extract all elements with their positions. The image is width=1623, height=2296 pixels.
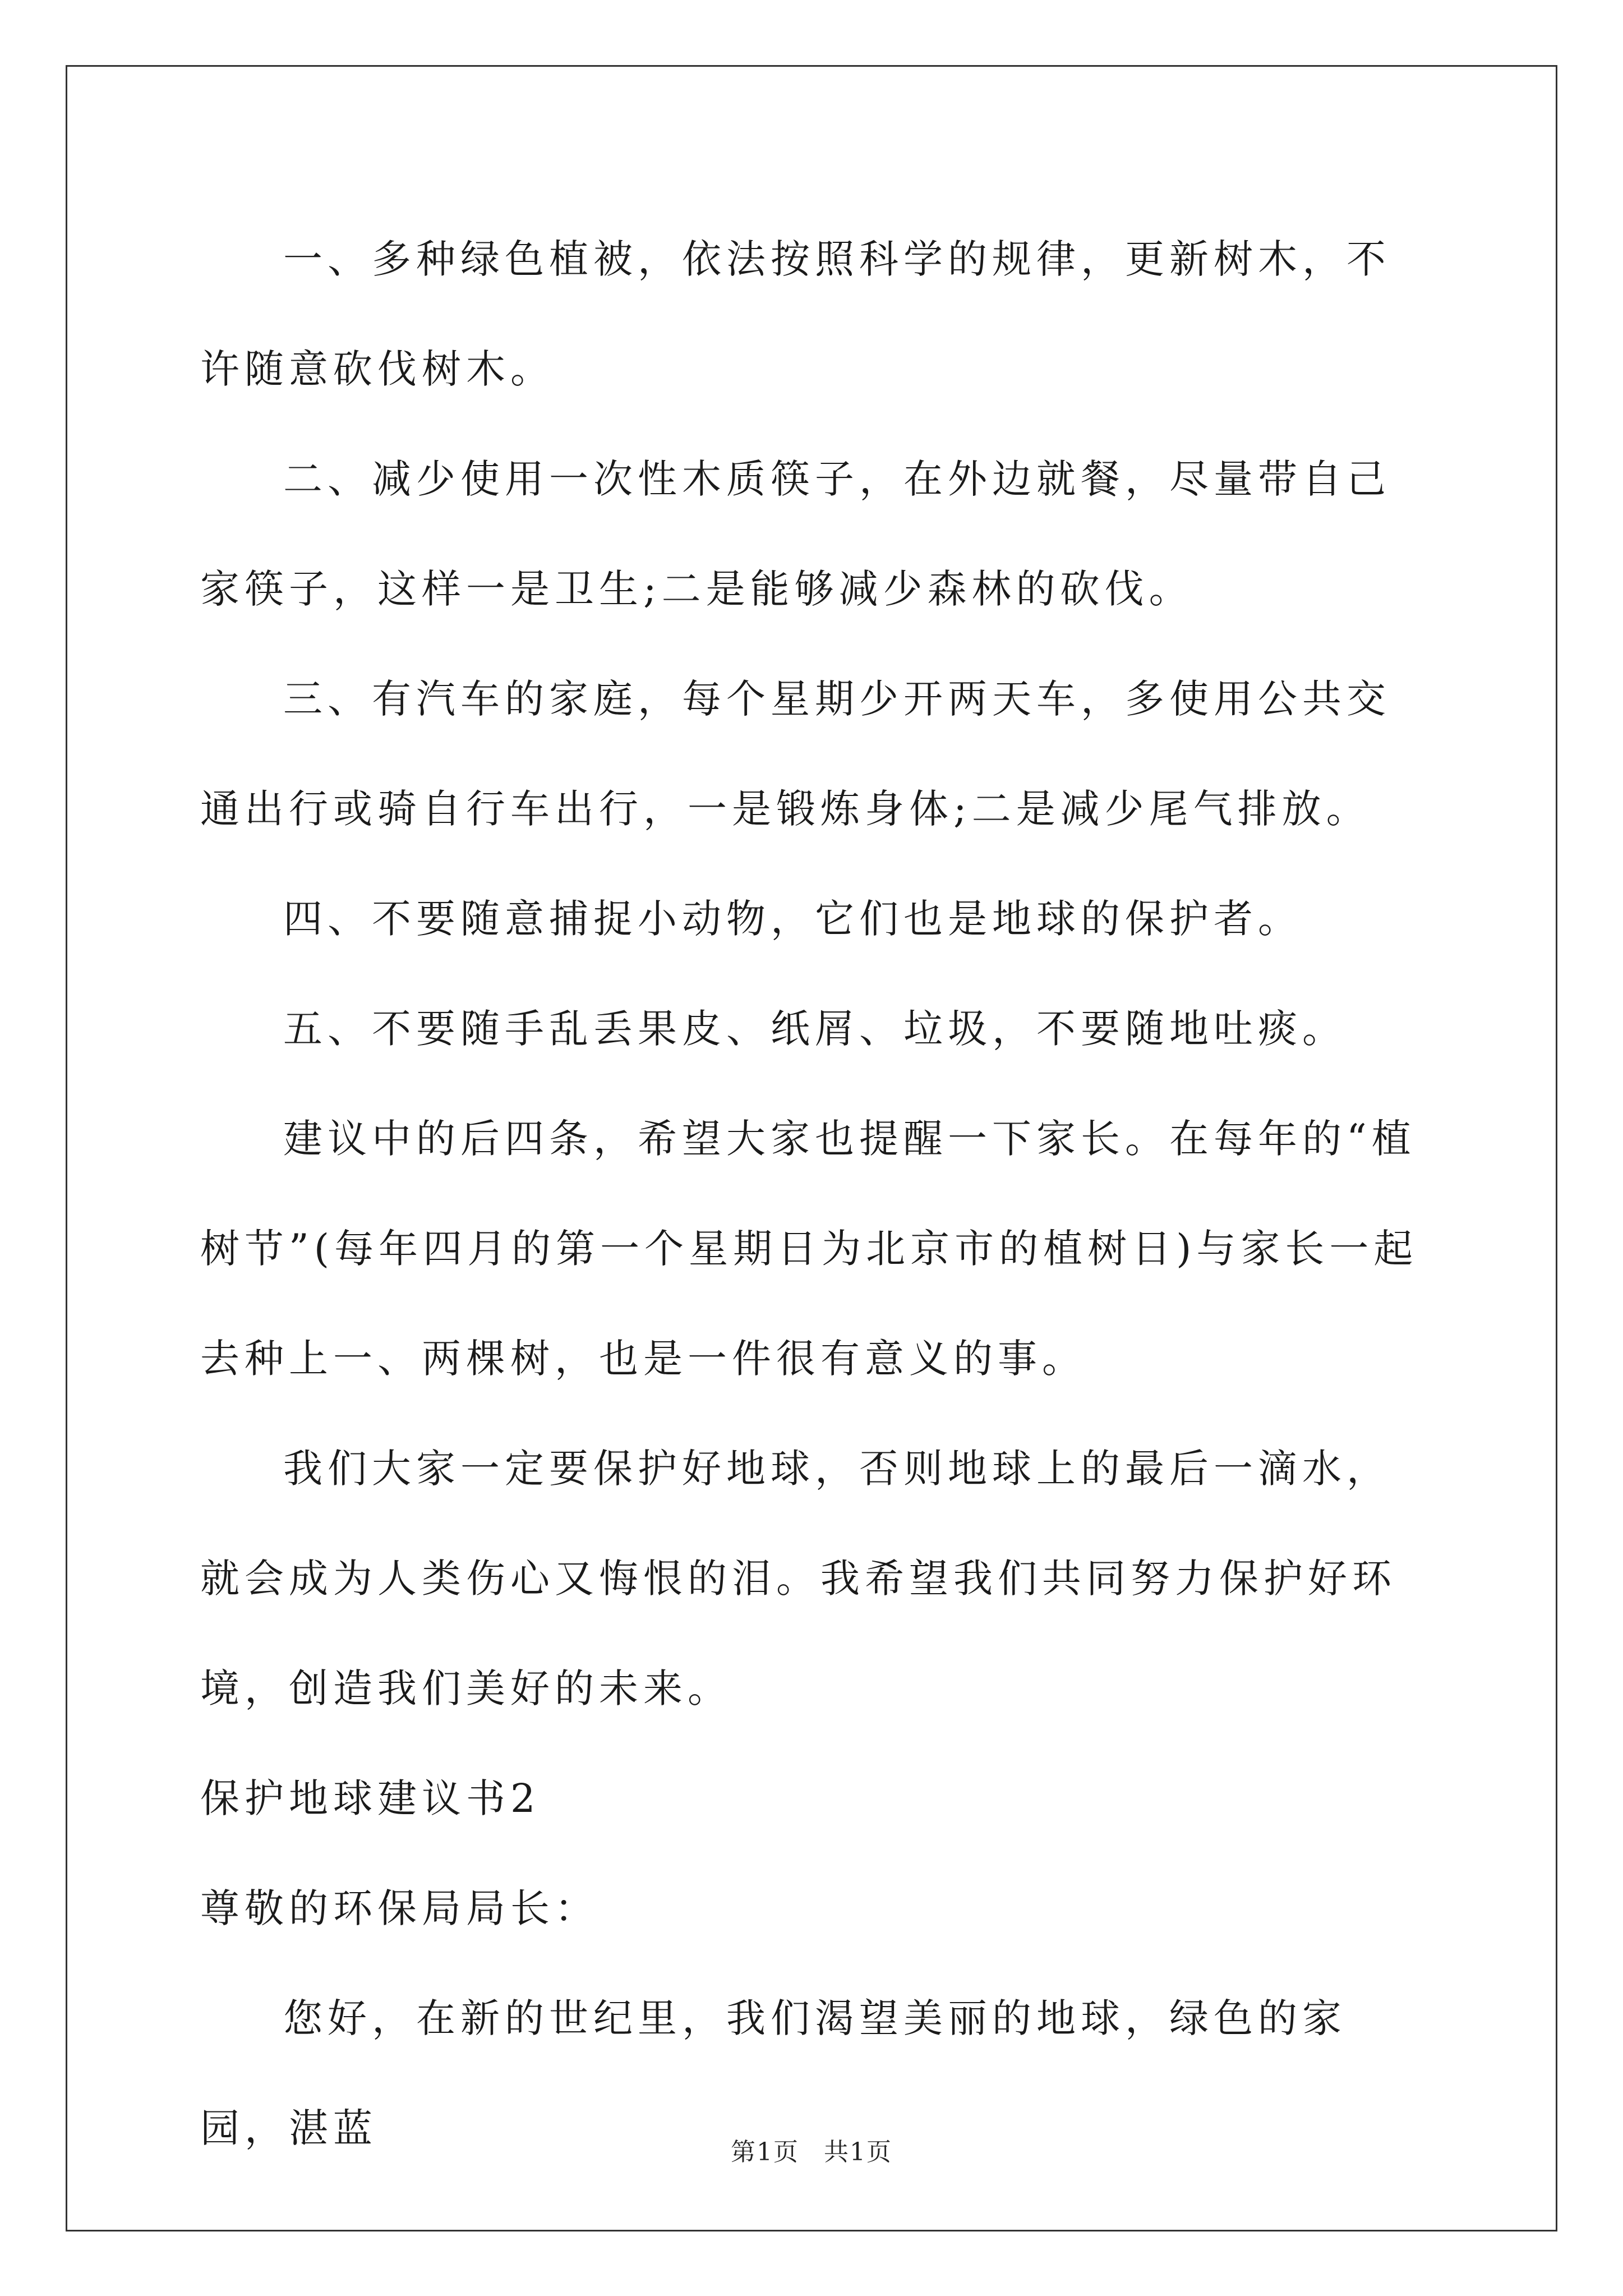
paragraph-suggestion-4: 四、不要随意捕捉小动物，它们也是地球的保护者。 (283, 896, 1302, 942)
paragraph-suggestion-3: 三、有汽车的家庭，每个星期少开两天车，多使用公共交通出行或骑自行车出行，一是锻炼身体;二是减少尾气排放。 (200, 676, 1391, 832)
paragraph-suggestion-2: 二、减少使用一次性木质筷子，在外边就餐，尽量带自己家筷子，这样一是卫生;二是能够减少森林的砍伐。 (200, 456, 1391, 612)
page-number: 第1页 (731, 2138, 799, 2166)
paragraph-suggestion-1: 一、多种绿色植被，依法按照科学的规律，更新树木，不许随意砍伐树木。 (200, 236, 1391, 392)
paragraph-greeting: 您好，在新的世纪里，我们渴望美丽的地球，绿色的家园，湛蓝 (200, 1995, 1347, 2151)
document-body (200, 204, 1434, 2183)
page-total: 共1页 (824, 2138, 892, 2166)
salutation: 尊敬的环保局局长： (200, 1885, 599, 1931)
section-heading: 保护地球建议书2 (200, 1775, 541, 1821)
page-footer (0, 2132, 1623, 2168)
paragraph-suggestion-5: 五、不要随手乱丢果皮、纸屑、垃圾，不要随地吐痰。 (283, 1006, 1347, 1052)
paragraph-reminder: 建议中的后四条，希望大家也提醒一下家长。在每年的“植树节”(每年四月的第一个星期日为北京市的植树日)与家长一起去种上一、两棵树，也是一件很有意义的事。 (200, 1116, 1418, 1382)
paragraph-conclusion: 我们大家一定要保护好地球，否则地球上的最后一滴水，就会成为人类伤心又悔恨的泪。我希望我们共同努力保护好环境，创造我们美好的未来。 (200, 1446, 1396, 1711)
